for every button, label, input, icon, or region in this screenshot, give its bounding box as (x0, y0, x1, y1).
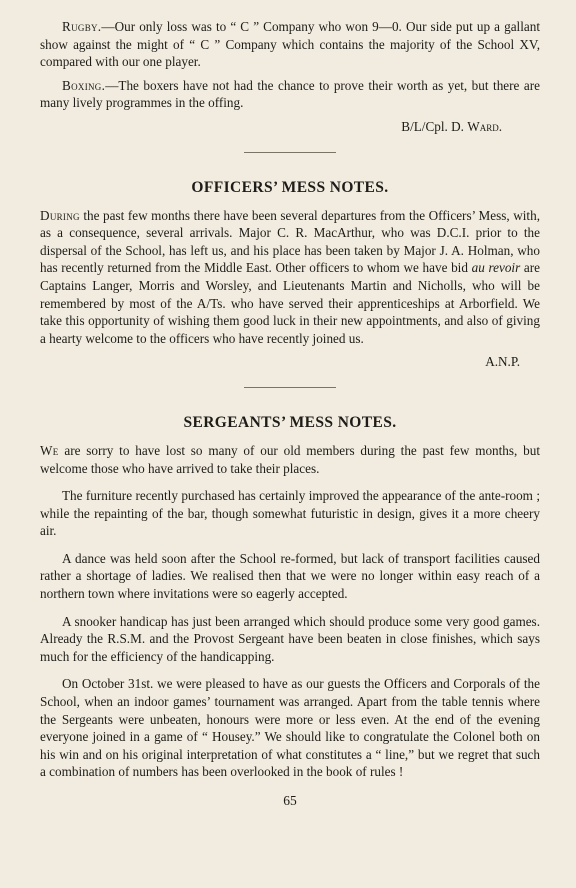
officers-lead: During (40, 207, 80, 223)
boxing-paragraph (40, 77, 540, 112)
rugby-lead: Rugby. (62, 19, 102, 34)
sergeants-paragraph-5: On October 31st. we were pleased to have as our guests the Officers and Corporals of the School, when an indoor games’ tournament was arranged. Apart from the table tennis where the Sergeants were unbeaten, honours were more or less even. At the end of the evening everyone joined in a game of “ Housey.” We should like to congratulate the Colonel both on his win and on his original interpretation of what constitutes a “ line,” but we regret that such a combination of numbers has been overlooked in the book of rules ! (40, 676, 540, 780)
officers-signature: A.N.P. (485, 354, 520, 370)
sergeants-paragraph-3: A dance was held soon after the School re-formed, but lack of transport facilities caused rather a shortage of ladies. We realised then that we were no longer within easy reach of a northern town where invitations were so eagerly accepted. (40, 550, 540, 602)
sports-signature (40, 118, 502, 136)
sergeants-lead: We (40, 442, 59, 458)
sergeants-text-1: are sorry to have lost so many of our old members during the past few months, but welcome those who have arrived to take their places. (40, 442, 540, 476)
section-divider (244, 387, 336, 388)
sergeants-paragraph-4: A snooker handicap has just been arranged which should produce some very good games. Already the R.S.M. and the Provost Sergeant have been beaten in close finishes, which says much for the efficiency of the handicapping. (40, 613, 540, 664)
officers-text-1: the past few months there have been several departures from the Officers’ Mess, with, as a consequence, several arrivals. Major C. R. MacArthur, who was D.C.I. prior to the dispersal of the School, has left us, and his place has been taken by Major J. A. Holman, who has recently returned from the Middle East. Other officers to whom we have bid (40, 207, 540, 276)
signature-rank: B/L/Cpl. D. (401, 118, 464, 134)
sergeants-section-title: SERGEANTS’ MESS NOTES. (183, 413, 397, 431)
section-divider (244, 152, 336, 153)
page-number: 65 (283, 793, 297, 808)
boxing-text: —The boxers have not had the chance to prove their worth as yet, but there are many lively programmes in the offing. (40, 77, 540, 111)
signature-name: Ward. (467, 118, 502, 134)
sergeants-paragraph-1 (40, 442, 540, 477)
officers-paragraph (40, 207, 540, 348)
officers-section-title: OFFICERS’ MESS NOTES. (191, 178, 389, 196)
boxing-lead: Boxing. (62, 77, 106, 93)
officers-text-2: are Captains Langer, Morris and Worsley, and Lieutenants Martin and Nicholls, who will be remembered by most of the A/Ts. who have served their apprenticeships at Arborfield. We take this opportunity of wishing them good luck in their new appointments, and also of giving a hearty welcome to the officers who have recently joined us. (40, 260, 540, 346)
sergeants-paragraph-2: The furniture recently purchased has certainly improved the appearance of the ante-room ; while the repainting of the bar, though somewhat futuristic in design, gives it a more cheery air. (40, 488, 540, 539)
rugby-text: —Our only loss was to “ C ” Company who won 9—0. Our side put up a gallant show against the might of “ C ” Company which contains the majority of the School XV, compared with our one player. (40, 19, 540, 70)
rugby-paragraph (40, 18, 540, 71)
officers-italic: au revoir (471, 260, 521, 276)
